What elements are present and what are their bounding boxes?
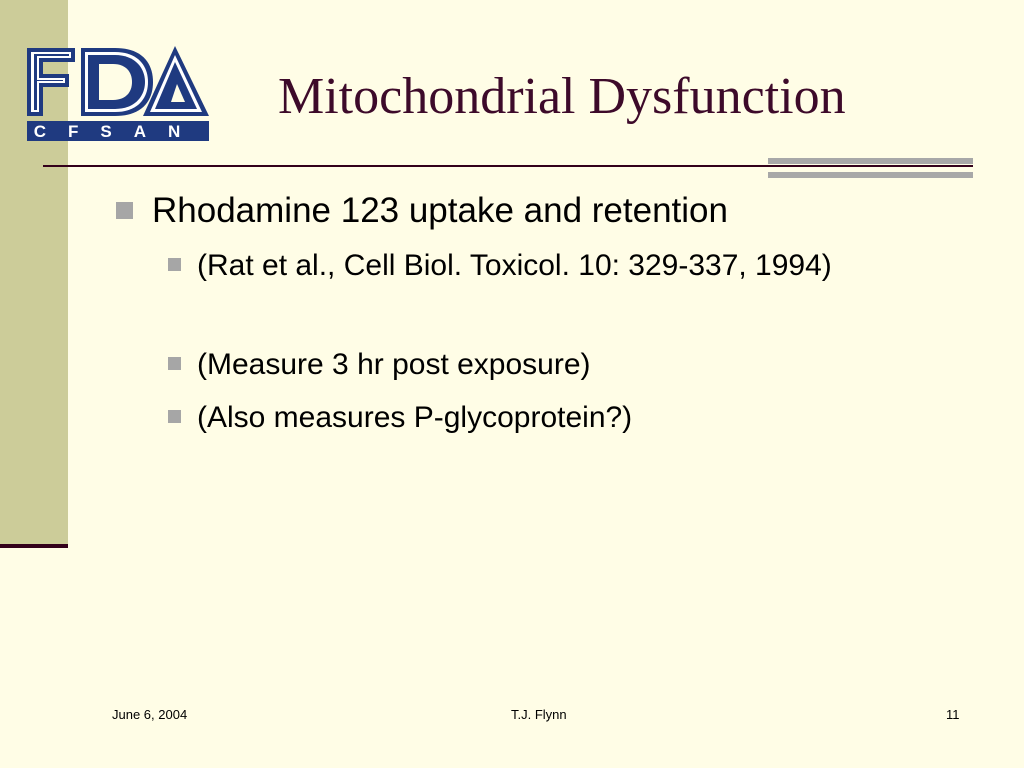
footer-page-number: 11 (946, 707, 960, 722)
square-bullet-icon (168, 410, 181, 423)
bullet-text: (Measure 3 hr post exposure) (197, 348, 591, 381)
footer-author: T.J. Flynn (511, 707, 567, 722)
footer-date: June 6, 2004 (112, 707, 188, 722)
sub-bullet-item (197, 398, 897, 438)
slide-title: Mitochondrial Dysfunction (278, 68, 846, 125)
square-bullet-icon (168, 258, 181, 271)
square-bullet-icon (168, 357, 181, 370)
bullet-text: (Rat et al., Cell Biol. Toxicol. 10: 329-337, 1994) (197, 249, 832, 282)
fda-cfsan-logo (25, 42, 211, 142)
logo-sub-text: CFSAN (33, 122, 203, 141)
left-band-rule (0, 544, 68, 548)
bullet-item (152, 188, 728, 234)
bullet-text: (Also measures P-glycoprotein?) (197, 401, 633, 434)
sub-bullet-item (197, 345, 897, 385)
bullet-text: Rhodamine 123 uptake and retention (152, 191, 728, 230)
square-bullet-icon (116, 202, 133, 219)
sub-bullet-item (197, 246, 897, 286)
rule-accent-bars (768, 158, 973, 178)
